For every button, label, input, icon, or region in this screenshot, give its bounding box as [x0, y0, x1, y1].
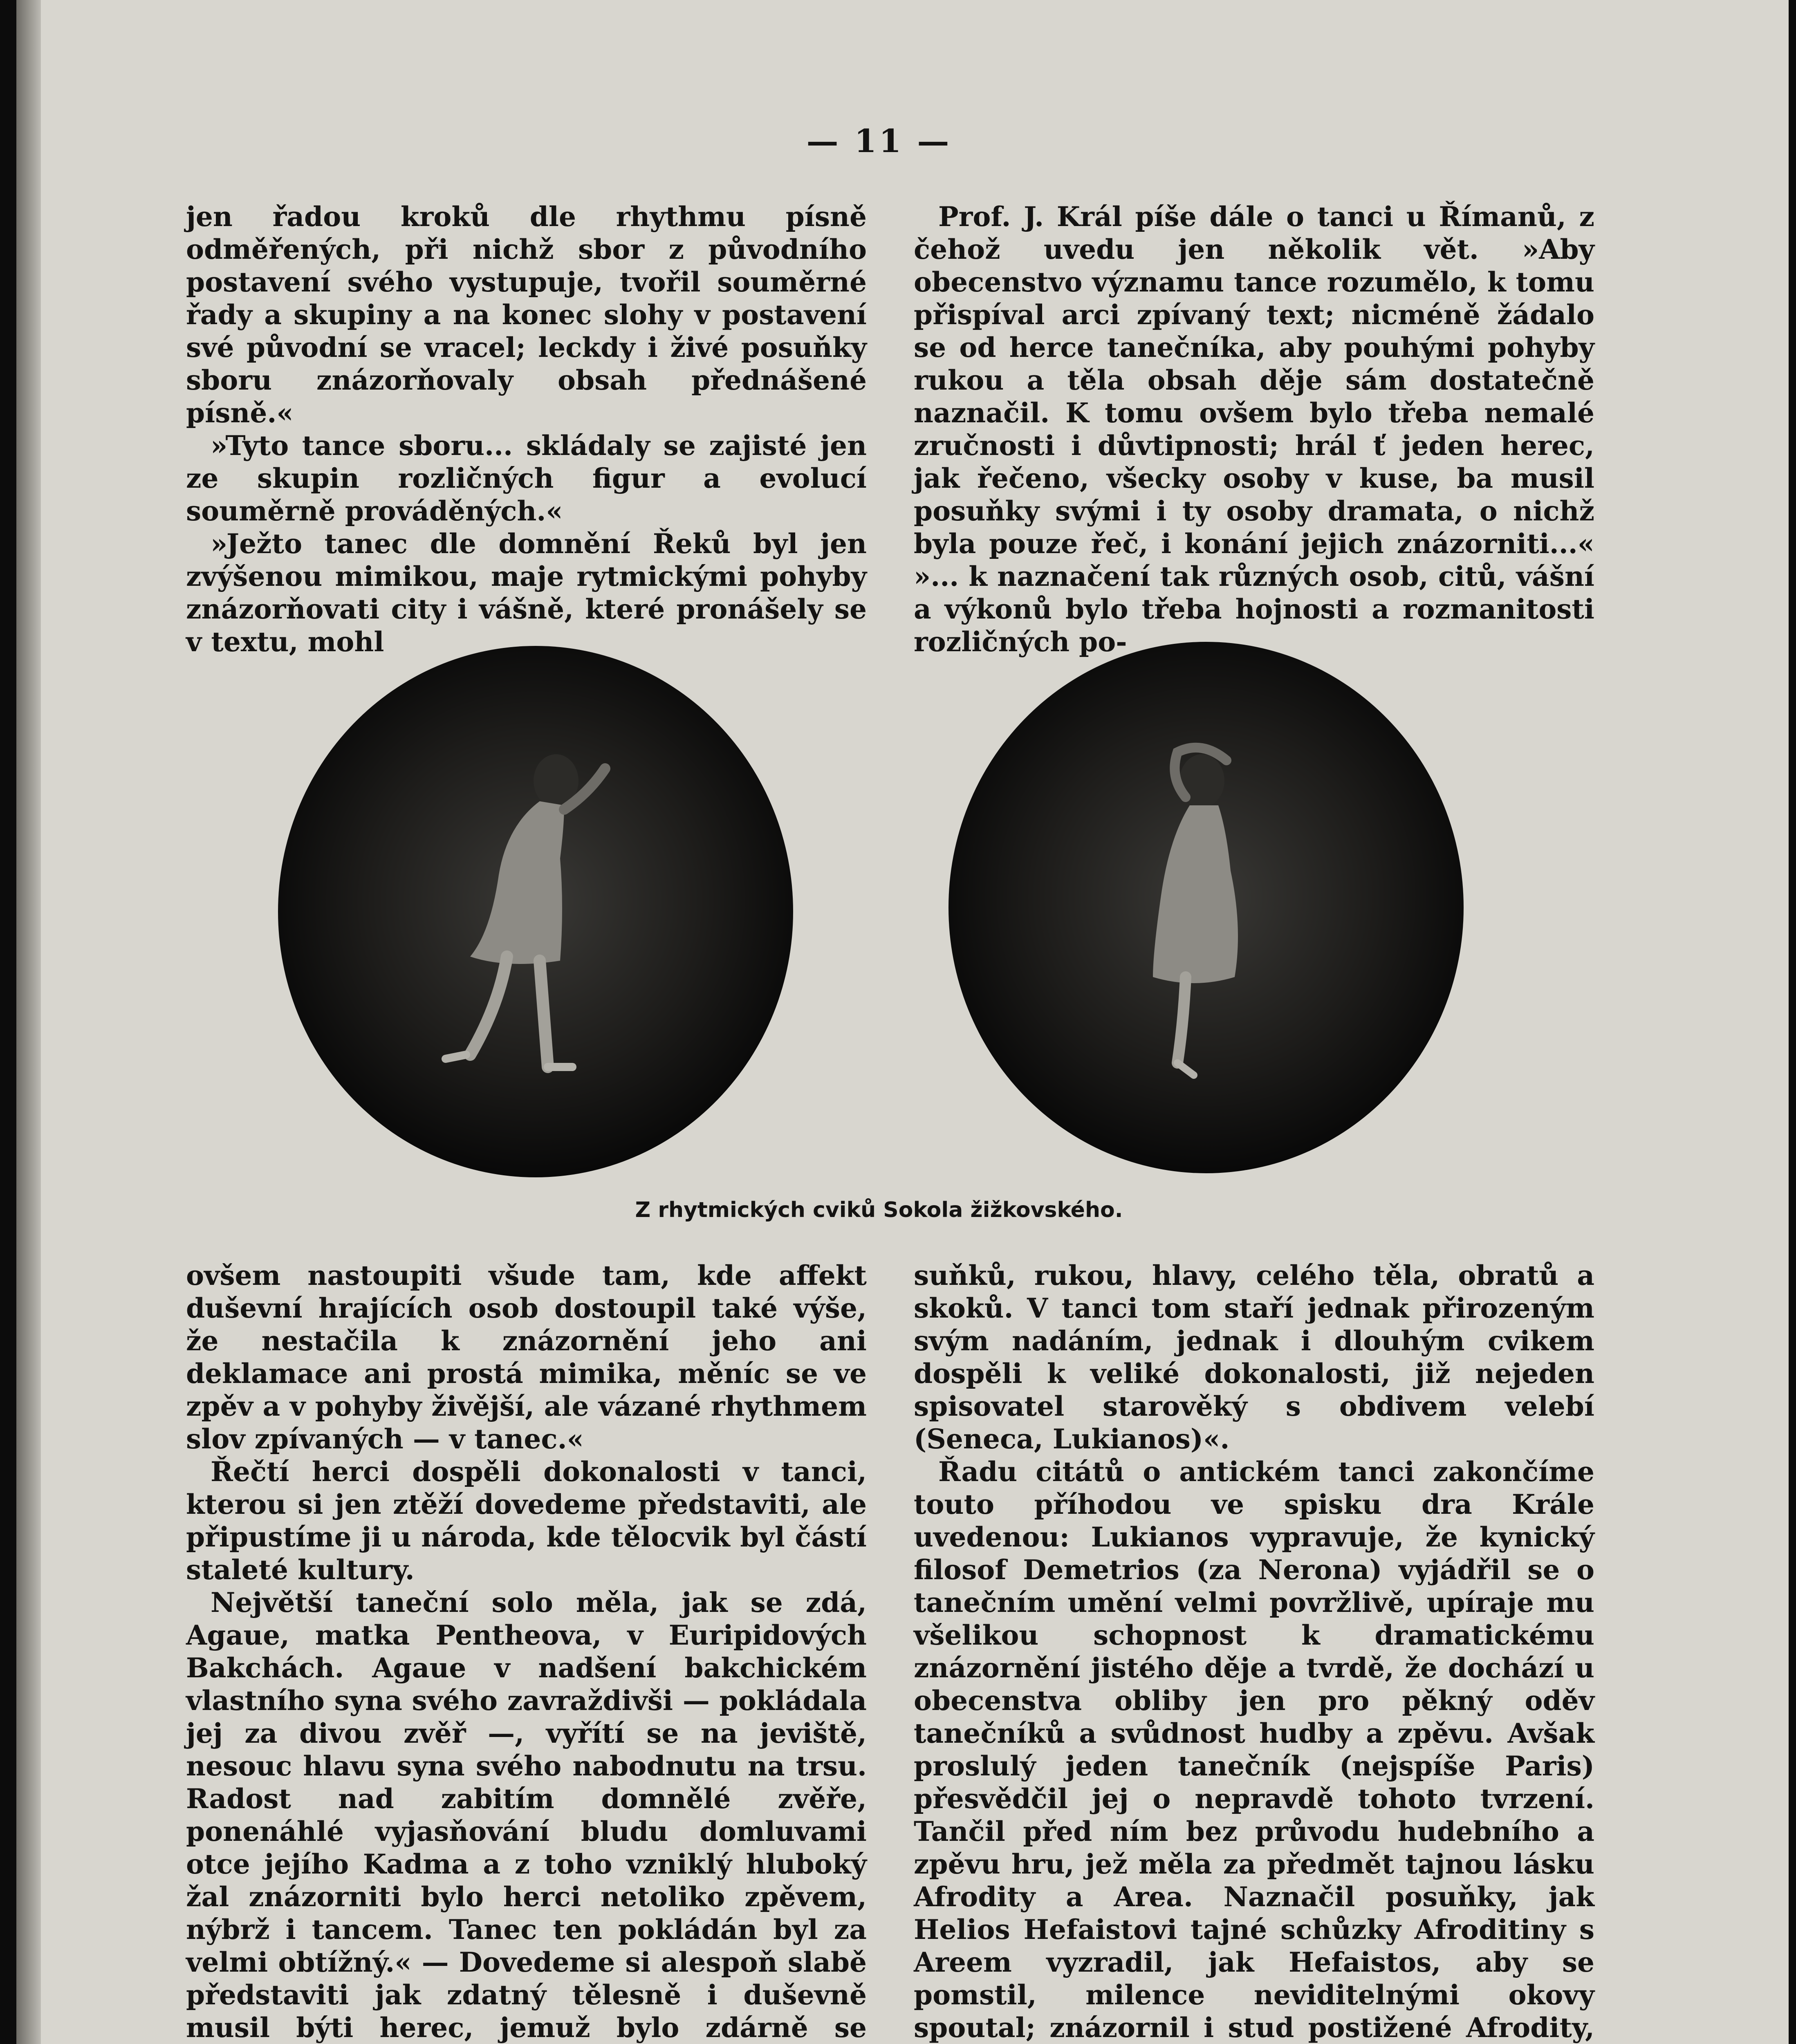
- column-bottom-left: [186, 1259, 867, 2044]
- paragraph: Největší taneční solo měla, jak se zdá, Agaue, matka Pentheova, v Euripidových Bakchách. Agaue v nadšení bakchickém vlastního syna svého zavraždivši — pokládala jej za divou zvěř —, vyřítí se na jeviště, nesouc hlavu syna svého nabodnutu na trsu. Radost nad zabitím domnělé zvěře, ponenáhlé vyjasňování bludu domluvami otce jejího Kadma a z toho vzniklý hluboký žal znázorniti bylo herci netoliko zpěvem, nýbrž i tancem. Tanec ten pokládán byl za velmi obtížný.« — Dovedeme si alespoň slabě představiti jak zdatný tělesně i duševně musil býti herec, jemuž bylo zdárně se: [186, 1587, 867, 2044]
- paragraph: Řadu citátů o antickém tanci zakončíme touto příhodou ve spisku dra Krále uvedenou: Lukianos vypravuje, že kynický filosof Demetrios (za Nerona) vyjádřil se o tanečním umění velmi povržlivě, upíraje mu všelikou schopnost k dramatickému znázornění jistého děje a tvrdě, že dochází u obecenstva obliby jen pro pěkný oděv tanečníků a svůdnost hudby a zpěvu. Avšak proslulý jeden tanečník (nejspíše Paris) přesvědčil jej o nepravdě tohoto tvrzení. Tančil před ním bez průvodu hudebního a zpěvu hru, jež měla za předmět tajnou lásku Afrodity a Area. Naznačil posuňky, jak Helios Hefaistovi tajné schůzky Afroditiny s Areem vyzradil, jak Hefaistos, aby se pomstil, milence neviditelnými okovy spoutal; znázornil i stud postižené Afrodity,: [914, 1456, 1594, 2044]
- dancer-photo-right: [948, 642, 1464, 1173]
- paragraph: Prof. J. Král píše dále o tanci u Římanů, z čehož uvedu jen několik vět. »Aby obecenstvo významu tance rozumělo, k tomu přispíval arci zpívaný text; nicméně žádalo se od herce tanečníka, aby pouhými pohyby rukou a těla obsah děje sám dostatečně naznačil. K tomu ovšem bylo třeba nemalé zručnosti i důvtipnosti; hrál ť jeden herec, jak řečeno, všecky osoby v kuse, ba musil posuňky svými i ty osoby dramata, o nichž byla pouze řeč, i konání jejich znázorniti...« »... k naznačení tak různých osob, citů, vášní a výkonů bylo třeba hojnosti a rozmanitosti rozličných po-: [914, 201, 1594, 658]
- scan-edge-left: [0, 0, 16, 2044]
- column-top-left: [186, 200, 867, 658]
- paragraph: »Tyto tance sboru... skládaly se zajisté jen ze skupin rozličných figur a evolucí souměrně prováděných.«: [186, 430, 867, 527]
- figure-caption: Z rhytmických cviků Sokola žižkovského.: [635, 1198, 1123, 1222]
- dancer-figure-left: [278, 646, 793, 1177]
- paragraph: jen řadou kroků dle rhythmu písně odměřených, při nichž sbor z původního postavení svého vystupuje, tvořil souměrné řady a skupiny a na konec slohy v postavení své původní se vracel; leckdy i živé posuňky sboru znázorňovaly obsah přednášené písně.«: [186, 201, 867, 429]
- dancer-figure-right: [948, 642, 1464, 1173]
- column-bottom-right: [914, 1259, 1594, 2044]
- scan-binding-strip: [16, 0, 41, 2044]
- column-top-right: [914, 200, 1594, 658]
- page-number: — 11 —: [806, 123, 952, 160]
- paragraph: ovšem nastoupiti všude tam, kde affekt duševní hrajících osob dostoupil také výše, že nestačila k znázornění jeho ani deklamace ani prostá mimika, měníc se ve zpěv a v pohyby živější, ale vázané rhythmem slov zpívaných — v tanec.«: [186, 1260, 867, 1455]
- paragraph: »Ježto tanec dle domnění Řeků byl jen zvýšenou mimikou, maje rytmickými pohyby znázorňovati city i vášně, které pronášely se v textu, mohl: [186, 528, 867, 658]
- dancer-photo-left: [278, 646, 793, 1177]
- paragraph: suňků, rukou, hlavy, celého těla, obratů a skoků. V tanci tom staří jednak přirozeným svým nadáním, jednak i dlouhým cvikem dospěli k veliké dokonalosti, již nejeden spisovatel starověký s obdivem velebí (Seneca, Lukianos)«.: [914, 1260, 1594, 1455]
- scan-edge-right: [1789, 0, 1796, 2044]
- paragraph: Řečtí herci dospěli dokonalosti v tanci, kterou si jen ztěží dovedeme představiti, ale připustíme ji u národa, kde tělocvik byl částí staleté kultury.: [186, 1456, 867, 1586]
